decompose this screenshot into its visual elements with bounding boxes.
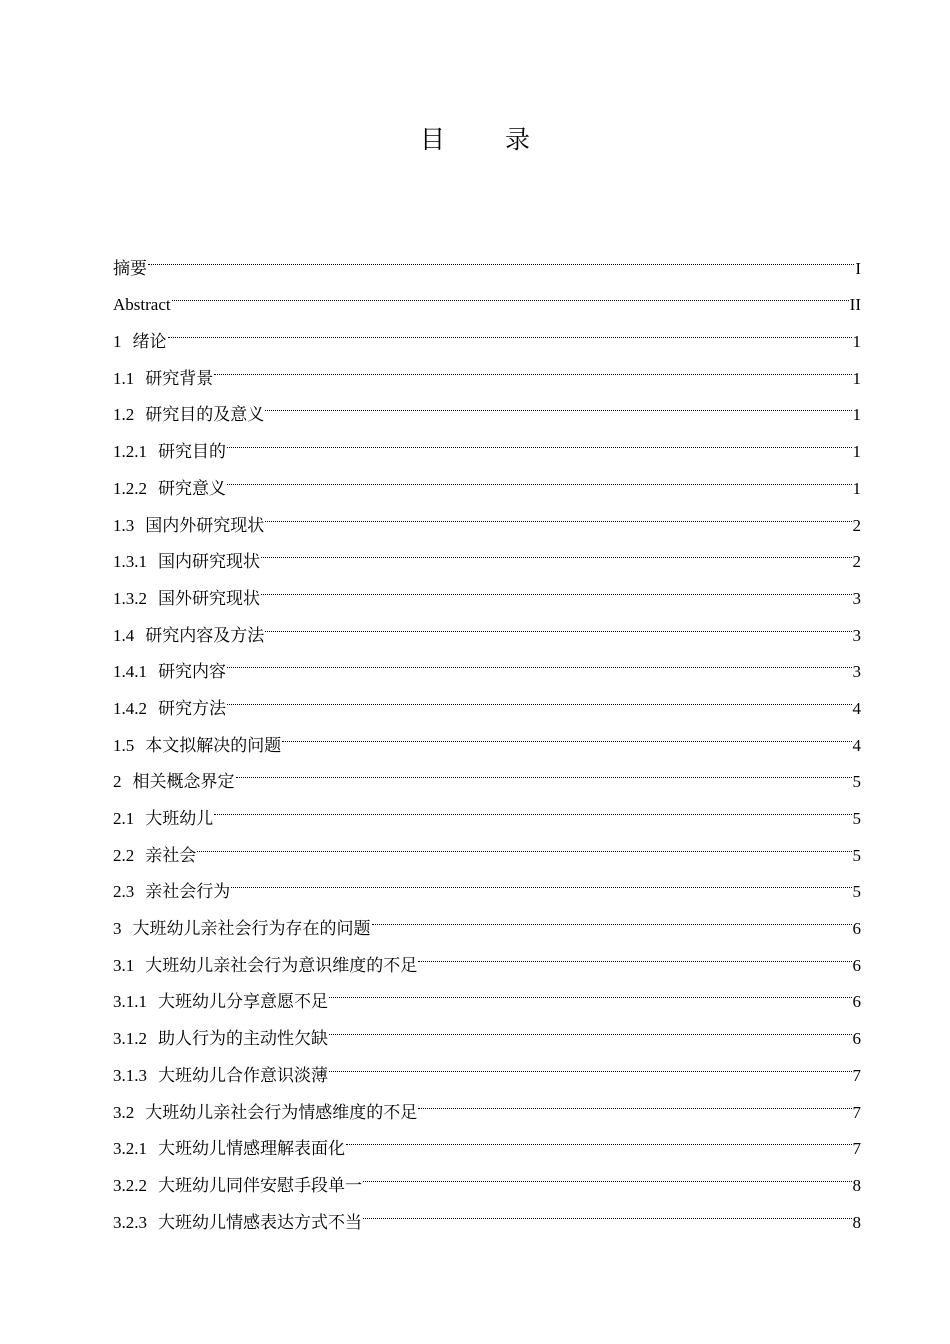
toc-entry-title: 大班幼儿同伴安慰手段单一 bbox=[158, 1175, 362, 1195]
toc-entry-page-number: 7 bbox=[852, 1139, 861, 1159]
toc-entry-title: 研究意义 bbox=[158, 478, 226, 498]
toc-entry-number: 3.1.1 bbox=[113, 992, 147, 1012]
toc-entry-title: 摘要 bbox=[113, 258, 147, 278]
toc-entry-title: 大班幼儿合作意识淡薄 bbox=[158, 1065, 328, 1085]
toc-entry-number: 1.3.2 bbox=[113, 588, 147, 608]
toc-entry[interactable] bbox=[113, 237, 861, 278]
toc-entry-label bbox=[113, 544, 260, 581]
toc-dot-leader bbox=[236, 751, 852, 788]
toc-dot-leader bbox=[265, 384, 851, 421]
toc-dot-leader bbox=[418, 934, 851, 971]
toc-dot-leader bbox=[265, 494, 851, 531]
toc-dot-leader bbox=[148, 237, 854, 274]
toc-entry-title: 大班幼儿分享意愿不足 bbox=[158, 992, 328, 1012]
toc-dot-leader bbox=[363, 1154, 852, 1191]
toc-dot-leader bbox=[329, 1044, 852, 1081]
toc-entry-number: 3.1.3 bbox=[113, 1065, 147, 1085]
toc-entry-page-number: 1 bbox=[852, 368, 861, 388]
toc-entry-label bbox=[113, 581, 260, 618]
toc-dot-leader bbox=[265, 604, 851, 641]
toc-entry[interactable] bbox=[113, 384, 861, 425]
toc-entry-page-number: 1 bbox=[852, 478, 861, 498]
toc-entry-number: 3 bbox=[113, 919, 122, 939]
toc-entry-number: 3.1.2 bbox=[113, 1029, 147, 1049]
toc-entry-title: 绪论 bbox=[132, 332, 167, 352]
toc-entry-title: 研究内容及方法 bbox=[145, 625, 265, 645]
toc-entry-page-number: 6 bbox=[852, 919, 861, 939]
toc-entry-label bbox=[113, 1131, 345, 1168]
toc-entry-number: 3.2.3 bbox=[113, 1212, 147, 1232]
toc-entry-page-number: 7 bbox=[852, 1102, 861, 1122]
toc-entry-label bbox=[113, 1168, 362, 1205]
toc-dot-leader bbox=[197, 824, 851, 861]
toc-dot-leader bbox=[329, 971, 852, 1008]
toc-entry-number: 1.2.1 bbox=[113, 442, 147, 462]
toc-entry-title: 亲社会 bbox=[145, 845, 197, 865]
toc-entry-page-number: 8 bbox=[852, 1212, 861, 1232]
toc-entry-title: 大班幼儿亲社会行为情感维度的不足 bbox=[145, 1102, 418, 1122]
toc-entry-label bbox=[113, 361, 213, 398]
toc-entry-number: 2.2 bbox=[113, 845, 135, 865]
toc-entry[interactable] bbox=[113, 787, 861, 828]
toc-entry-page-number: 2 bbox=[852, 515, 861, 535]
table-of-contents bbox=[113, 237, 861, 1232]
toc-entry-label bbox=[113, 911, 371, 948]
toc-entry-page-number: 5 bbox=[852, 882, 861, 902]
toc-entry-label bbox=[113, 508, 264, 545]
toc-entry-label bbox=[113, 691, 226, 728]
toc-entry-number: 1.2.2 bbox=[113, 478, 147, 498]
toc-entry-page-number: 4 bbox=[852, 735, 861, 755]
toc-entry-page-number: 7 bbox=[852, 1065, 861, 1085]
toc-entry-page-number: 6 bbox=[852, 992, 861, 1012]
toc-entry-label bbox=[113, 1205, 362, 1242]
toc-entry[interactable] bbox=[113, 861, 861, 902]
toc-entry-label bbox=[113, 1021, 328, 1058]
toc-dot-leader bbox=[227, 641, 852, 678]
toc-entry-label bbox=[113, 251, 147, 288]
toc-entry-label bbox=[113, 324, 167, 361]
toc-entry-page-number: 4 bbox=[852, 698, 861, 718]
toc-dot-leader bbox=[214, 787, 851, 824]
toc-entry-label bbox=[113, 654, 226, 691]
toc-entry-title: 本文拟解决的问题 bbox=[145, 735, 282, 755]
toc-entry-number: 1 bbox=[113, 332, 122, 352]
toc-dot-leader bbox=[346, 1118, 852, 1155]
toc-entry-page-number: 1 bbox=[852, 405, 861, 425]
toc-entry-page-number: 1 bbox=[852, 332, 861, 352]
toc-entry-number: 2.1 bbox=[113, 809, 135, 828]
toc-entry-title: 亲社会行为 bbox=[145, 882, 231, 902]
toc-dot-leader bbox=[261, 531, 852, 568]
toc-entry-page-number: 3 bbox=[852, 662, 861, 682]
toc-entry-page-number: 6 bbox=[852, 1029, 861, 1049]
toc-entry-page-number: II bbox=[849, 295, 861, 315]
toc-entry-number: 2 bbox=[113, 772, 122, 792]
toc-dot-leader bbox=[227, 677, 852, 714]
toc-entry-number: 1.3 bbox=[113, 515, 135, 535]
toc-entry[interactable] bbox=[113, 824, 861, 865]
toc-dot-leader bbox=[418, 1081, 851, 1118]
toc-entry[interactable] bbox=[113, 310, 861, 352]
toc-entry-title: 大班幼儿 bbox=[145, 809, 214, 828]
toc-entry-label bbox=[113, 287, 171, 324]
toc-entry-title: 研究背景 bbox=[145, 368, 214, 388]
page-title: 目 录 bbox=[420, 125, 556, 154]
toc-entry-title: 研究目的 bbox=[158, 442, 226, 462]
toc-entry-title: 相关概念界定 bbox=[132, 772, 235, 792]
toc-dot-leader bbox=[214, 347, 851, 384]
toc-entry-title: 助人行为的主动性欠缺 bbox=[158, 1029, 328, 1049]
toc-dot-leader bbox=[261, 567, 852, 604]
toc-entry-title: 国内研究现状 bbox=[158, 552, 260, 572]
toc-dot-leader bbox=[172, 274, 849, 311]
toc-entry[interactable] bbox=[113, 274, 861, 315]
toc-entry-page-number: 5 bbox=[852, 809, 861, 828]
toc-entry-number: 1.1 bbox=[113, 368, 135, 388]
toc-entry-label bbox=[113, 984, 328, 1021]
toc-entry-page-number: 5 bbox=[852, 845, 861, 865]
toc-entry-page-number: 8 bbox=[852, 1175, 861, 1195]
toc-entry-label bbox=[113, 838, 196, 875]
toc-entry-title: 研究目的及意义 bbox=[145, 405, 265, 425]
toc-dot-leader bbox=[372, 897, 852, 934]
toc-dot-leader bbox=[329, 1007, 852, 1044]
toc-entry-page-number: I bbox=[855, 258, 861, 278]
toc-entry-title: 大班幼儿情感表达方式不当 bbox=[158, 1212, 362, 1232]
toc-entry-number: 1.4.1 bbox=[113, 662, 147, 682]
toc-entry-page-number: 5 bbox=[852, 772, 861, 792]
toc-entry-title: 研究内容 bbox=[158, 662, 226, 682]
toc-entry-title: Abstract bbox=[113, 295, 171, 315]
toc-dot-leader bbox=[231, 861, 851, 898]
toc-entry-title: 国外研究现状 bbox=[158, 588, 260, 608]
toc-entry-page-number: 2 bbox=[852, 552, 861, 572]
toc-entry-title: 大班幼儿亲社会行为意识维度的不足 bbox=[145, 955, 418, 975]
toc-dot-leader bbox=[227, 457, 852, 494]
toc-entry-page-number: 3 bbox=[852, 625, 861, 645]
toc-entry-title: 大班幼儿亲社会行为存在的问题 bbox=[132, 919, 371, 939]
toc-entry-number: 1.5 bbox=[113, 735, 135, 755]
toc-entry-title: 研究方法 bbox=[158, 698, 226, 718]
toc-entry-label bbox=[113, 471, 226, 508]
toc-dot-leader bbox=[363, 1191, 852, 1228]
toc-entry-label bbox=[113, 1058, 328, 1095]
toc-dot-leader bbox=[227, 420, 852, 457]
toc-entry-number: 2.3 bbox=[113, 882, 135, 902]
toc-entry-page-number: 3 bbox=[852, 588, 861, 608]
toc-entry-number: 3.2.1 bbox=[113, 1139, 147, 1159]
toc-entry-number: 3.1 bbox=[113, 955, 135, 975]
toc-entry-title: 大班幼儿情感理解表面化 bbox=[158, 1139, 345, 1159]
toc-entry-title: 国内外研究现状 bbox=[145, 515, 265, 535]
toc-entry-number: 1.3.1 bbox=[113, 552, 147, 572]
toc-entry-page-number: 1 bbox=[852, 442, 861, 462]
toc-entry-number: 1.2 bbox=[113, 405, 135, 425]
toc-dot-leader bbox=[282, 714, 851, 751]
toc-entry-number: 1.4 bbox=[113, 625, 135, 645]
toc-entry-page-number: 6 bbox=[852, 955, 861, 975]
toc-entry-number: 1.4.2 bbox=[113, 698, 147, 718]
toc-dot-leader bbox=[168, 310, 852, 347]
toc-entry-number: 3.2.2 bbox=[113, 1175, 147, 1195]
toc-entry[interactable] bbox=[113, 347, 861, 388]
toc-entry-label bbox=[113, 434, 226, 471]
toc-entry-number: 3.2 bbox=[113, 1102, 135, 1122]
toc-entry-label bbox=[113, 874, 230, 911]
